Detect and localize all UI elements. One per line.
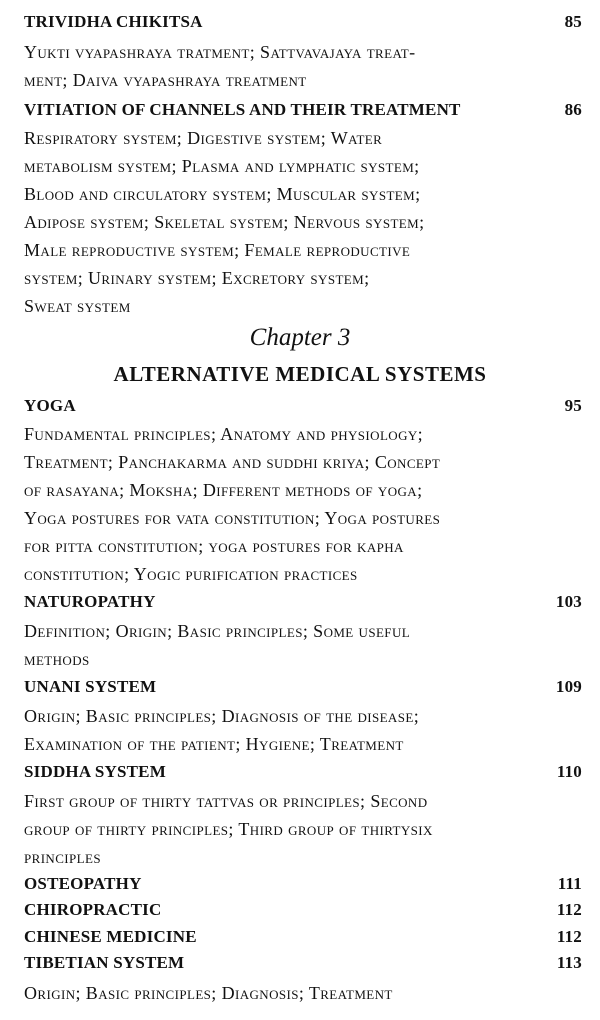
toc-entry-tibetian-system <box>24 953 582 973</box>
entry-description-line: Yoga postures for vata constitution; Yoga postures <box>24 508 441 528</box>
entry-description-line: constitution; Yogic purification practices <box>24 564 358 584</box>
entry-description-line: Sweat system <box>24 296 131 316</box>
entry-title: TIBETIAN SYSTEM <box>24 953 185 972</box>
entry-title: NATUROPATHY <box>24 592 156 611</box>
toc-entry-naturopathy <box>24 592 582 612</box>
entry-title: SIDDHA SYSTEM <box>24 762 166 781</box>
entry-description-line: Origin; Basic principles; Diagnosis; Treatment <box>24 983 393 1003</box>
entry-page-number: 103 <box>555 592 582 611</box>
toc-entry-unani-system <box>24 677 582 697</box>
entry-description-line: for pitta constitution; yoga postures for kapha <box>24 536 404 556</box>
chapter-title: ALTERNATIVE MEDICAL SYSTEMS <box>113 362 487 386</box>
entry-description-line: group of thirty principles; Third group of thirtysix <box>24 819 433 839</box>
entry-description-line: First group of thirty tattvas or principles; Second <box>24 791 428 811</box>
entry-page-number: 111 <box>557 874 582 893</box>
entry-title: VITIATION OF CHANNELS AND THEIR TREATMENT <box>24 100 461 119</box>
entry-description-line: ment; Daiva vyapashraya treatment <box>24 70 307 90</box>
entry-page-number: 109 <box>555 677 582 696</box>
entry-description-line: of rasayana; Moksha; Different methods of yoga; <box>24 480 423 500</box>
entry-description-line: principles <box>24 847 101 867</box>
entry-page-number: 85 <box>564 12 582 31</box>
chapter-label: Chapter 3 <box>249 324 351 351</box>
toc-entry-chinese-medicine <box>24 927 582 947</box>
entry-description-line: Examination of the patient; Hygiene; Treatment <box>24 734 404 754</box>
entry-description-line: system; Urinary system; Excretory system; <box>24 268 370 288</box>
entry-page-number: 113 <box>556 953 582 972</box>
toc-entry-yoga <box>24 396 582 416</box>
entry-description-line: Blood and circulatory system; Muscular system; <box>24 184 421 204</box>
entry-title: CHIROPRACTIC <box>24 900 162 919</box>
entry-title: YOGA <box>24 396 76 415</box>
entry-page-number: 110 <box>556 762 582 781</box>
entry-description-line: Definition; Origin; Basic principles; Some useful <box>24 621 411 641</box>
entry-description-line: metabolism system; Plasma and lymphatic system; <box>24 156 420 176</box>
entry-description-line: methods <box>24 649 90 669</box>
entry-title: CHINESE MEDICINE <box>24 927 197 946</box>
entry-page-number: 86 <box>564 100 582 119</box>
entry-description-line: Treatment; Panchakarma and suddhi kriya; Concept <box>24 452 441 472</box>
entry-title: TRIVIDHA CHIKITSA <box>24 12 203 31</box>
entry-page-number: 112 <box>556 927 582 946</box>
entry-title: OSTEOPATHY <box>24 874 142 893</box>
entry-page-number: 95 <box>564 396 582 415</box>
entry-page-number: 112 <box>556 900 582 919</box>
entry-description-line: Adipose system; Skeletal system; Nervous system; <box>24 212 425 232</box>
toc-entry-vitiation-of-channels <box>24 100 582 120</box>
toc-entry-chiropractic <box>24 900 582 920</box>
entry-description-line: Yukti vyapashraya tratment; Sattvavajaya treat- <box>24 42 416 62</box>
entry-description-line: Respiratory system; Digestive system; Water <box>24 128 383 148</box>
entry-description-line: Fundamental principles; Anatomy and physiology; <box>24 424 424 444</box>
entry-description-line: Male reproductive system; Female reproductive <box>24 240 411 260</box>
entry-description-line: Origin; Basic principles; Diagnosis of the disease; <box>24 706 420 726</box>
toc-entry-siddha-system <box>24 762 582 782</box>
toc-entry-trividha-chikitsa <box>24 12 582 32</box>
entry-title: UNANI SYSTEM <box>24 677 157 696</box>
toc-entry-osteopathy <box>24 874 582 894</box>
